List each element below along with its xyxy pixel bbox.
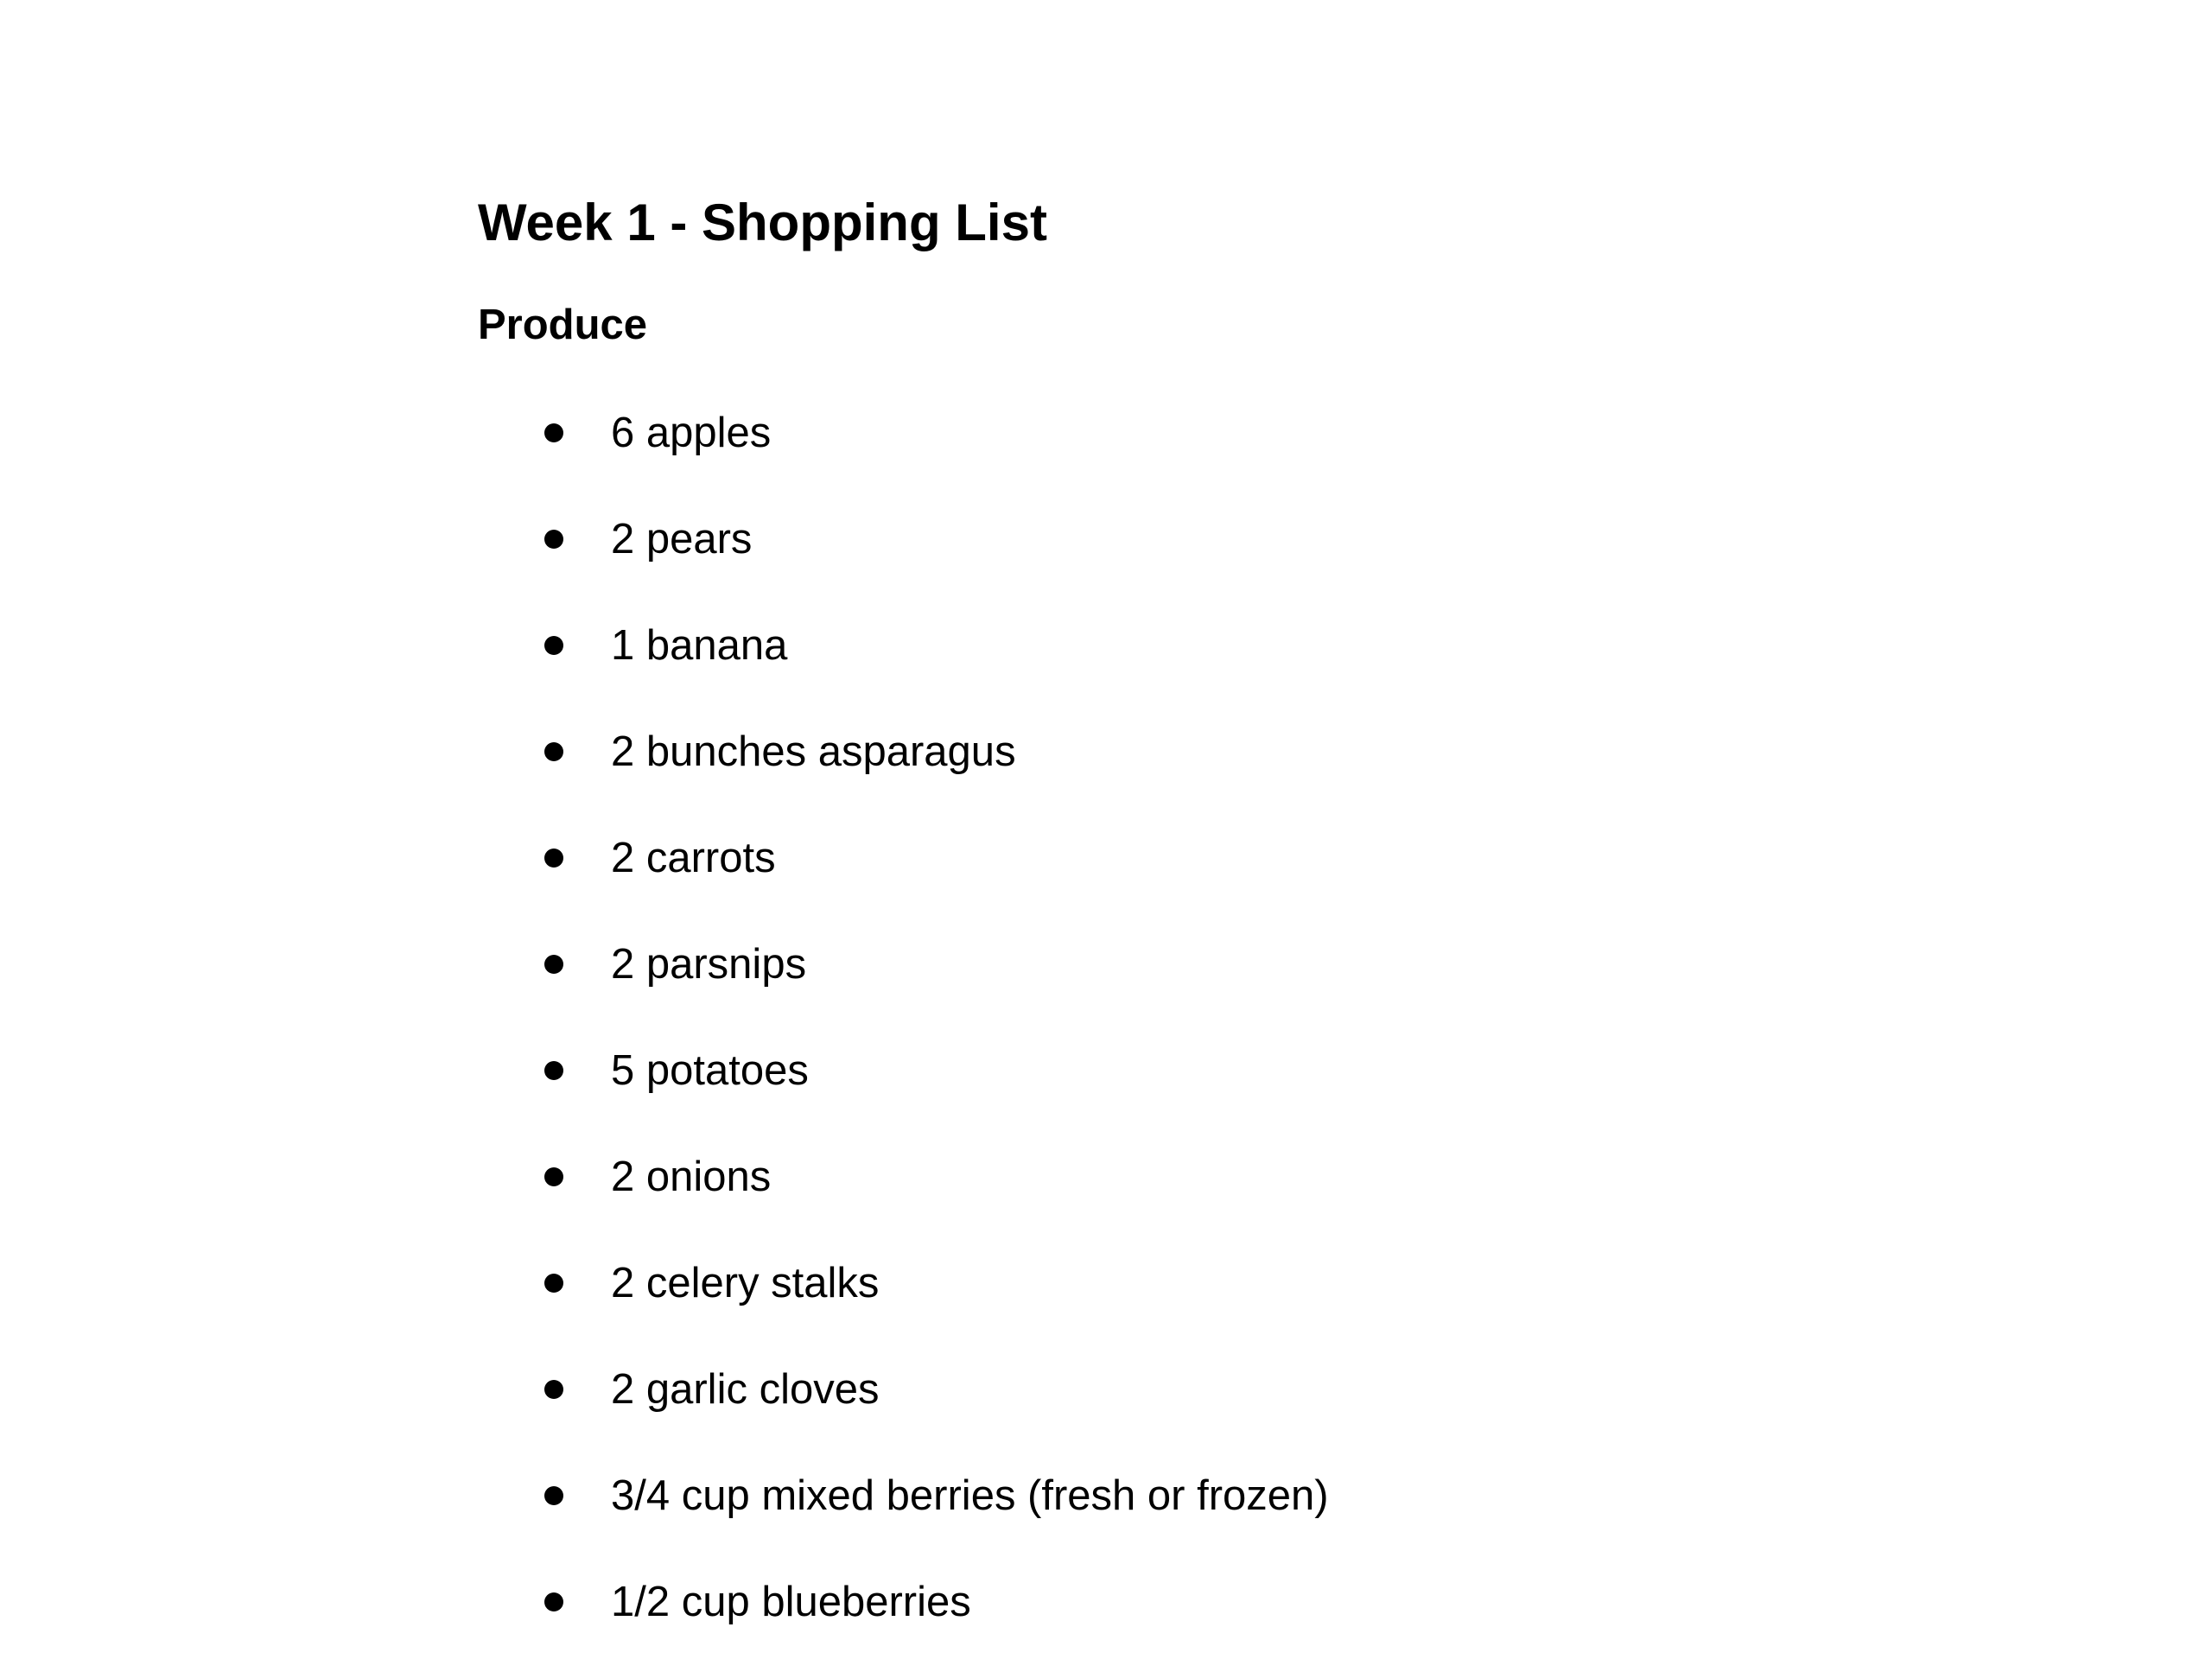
document-title: Week 1 - Shopping List: [478, 194, 1047, 251]
bullet-icon: [544, 849, 563, 868]
bullet-icon: [544, 955, 563, 974]
list-item-text: 2 pears: [611, 515, 753, 563]
list-item-text: 6 apples: [611, 409, 772, 456]
list-item: [478, 911, 2039, 1017]
list-item: [478, 379, 2039, 486]
bullet-icon: [544, 1380, 563, 1399]
bullet-icon: [544, 742, 563, 761]
list-item: [478, 1123, 2039, 1230]
list-item: [478, 1017, 2039, 1123]
list-item: [478, 592, 2039, 698]
bullet-icon: [544, 1592, 563, 1611]
list-item: [478, 804, 2039, 911]
list-item: [478, 1336, 2039, 1442]
list-item-text: 2 bunches asparagus: [611, 728, 1016, 775]
bullet-icon: [544, 1167, 563, 1186]
bullet-icon: [544, 1061, 563, 1080]
list-item-text: 5 potatoes: [611, 1046, 809, 1094]
list-item-text: 2 parsnips: [611, 940, 807, 988]
list-item: [478, 1442, 2039, 1548]
list-item-text: 3/4 cup mixed berries (fresh or frozen): [611, 1471, 1329, 1519]
bullet-icon: [544, 423, 563, 442]
list-item-text: 2 carrots: [611, 834, 776, 881]
bullet-icon: [544, 530, 563, 549]
bullet-icon: [544, 1486, 563, 1505]
list-item: [478, 486, 2039, 592]
list-item-text: 1 banana: [611, 621, 788, 669]
list-item-text: 2 garlic cloves: [611, 1365, 880, 1413]
list-item-text: 1/2 cup blueberries: [611, 1578, 971, 1625]
list-item-text: 2 celery stalks: [611, 1259, 880, 1306]
list-item: [478, 1548, 2039, 1655]
bullet-icon: [544, 1274, 563, 1293]
shopping-list: [478, 379, 2039, 1655]
section-heading-produce: Produce: [478, 302, 648, 348]
list-item: [478, 1230, 2039, 1336]
list-item: [478, 698, 2039, 804]
bullet-icon: [544, 636, 563, 655]
list-item-text: 2 onions: [611, 1153, 772, 1200]
